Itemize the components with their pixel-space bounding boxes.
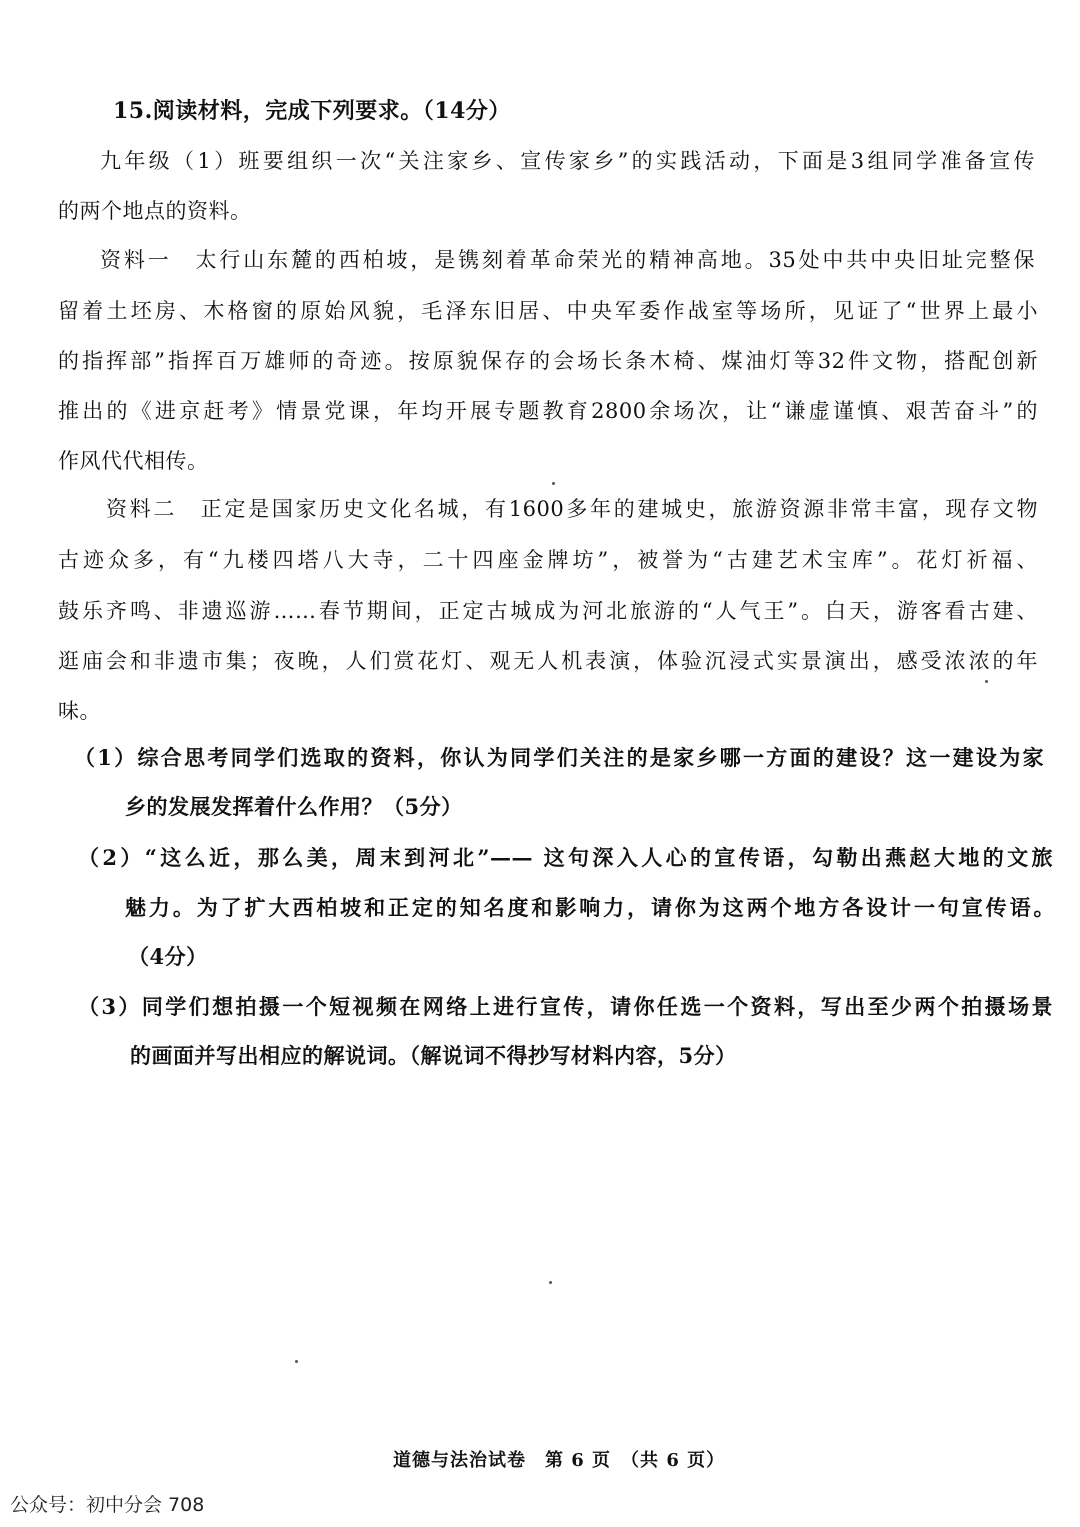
subquestion-1-line-2: 乡的发展发挥着什么作用？（5分） [125,794,463,819]
material-one-line-3: 的指挥部”指挥百万雄师的奇迹。按原貌保存的会场长条木椅、煤油灯等32件文物，搭配创新 [58,349,1038,373]
subquestion-3-line-2: 的画面并写出相应的解说词。（解说词不得抄写材料内容，5分） [130,1043,737,1068]
material-one-line-4: 推出的《进京赶考》情景党课，年均开展专题教育2800余场次，让“谦虚谨慎、艰苦奋斗”的 [58,399,1038,423]
watermark: 公众号：初中分会 708 [10,1494,205,1516]
intro-line-1: 九年级（1）班要组织一次“关注家乡、宣传家乡”的实践活动，下面是3组同学准备宣传 [100,149,1035,173]
scan-speck [295,1360,298,1363]
material-two-line-4: 逛庙会和非遗市集；夜晚，人们赏花灯、观无人机表演，体验沉浸式实景演出，感受浓浓的年 [58,649,1038,673]
page-footer: 道德与法治试卷 第 6 页 （共 6 页） [393,1450,726,1471]
scan-speck [552,482,555,485]
material-two-line-3: 鼓乐齐鸣、非遗巡游……春节期间，正定古城成为河北旅游的“人气王”。白天，游客看古建、 [58,599,1038,623]
material-two-line-5: 味。 [58,699,101,723]
material-one-line-1: 资料一 太行山东麓的西柏坡，是镌刻着革命荣光的精神高地。35处中共中央旧址完整保 [100,248,1035,272]
subquestion-3-line-1: （3）同学们想拍摄一个短视频在网络上进行宣传，请你任选一个资料，写出至少两个拍摄场景 [78,994,1053,1019]
intro-line-2: 的两个地点的资料。 [58,199,252,223]
material-one-line-5: 作风代代相传。 [58,449,209,473]
material-two-line-2: 古迹众多，有“九楼四塔八大寺，二十四座金牌坊”，被誉为“古建艺术宝库”。花灯祈福、 [58,548,1038,572]
material-one-line-2: 留着土坯房、木格窗的原始风貌，毛泽东旧居、中央军委作战室等场所，见证了“世界上最小 [58,299,1038,323]
subquestion-2-line-3: （4分） [128,944,208,969]
subquestion-1-line-1: （1）综合思考同学们选取的资料，你认为同学们关注的是家乡哪一方面的建设？这一建设为家 [74,745,1044,770]
question-title: 15.阅读材料，完成下列要求。（14分） [113,98,511,124]
scan-speck [985,680,988,683]
material-two-line-1: 资料二 正定是国家历史文化名城，有1600多年的建城史，旅游资源非常丰富，现存文物 [106,497,1038,521]
subquestion-2-line-2: 魅力。为了扩大西柏坡和正定的知名度和影响力，请你为这两个地方各设计一句宣传语。 [125,895,1055,920]
subquestion-2-line-1: （2）“这么近，那么美，周末到河北”—— 这句深入人心的宣传语，勾勒出燕赵大地的文旅 [78,845,1053,870]
scan-speck [549,1281,552,1284]
